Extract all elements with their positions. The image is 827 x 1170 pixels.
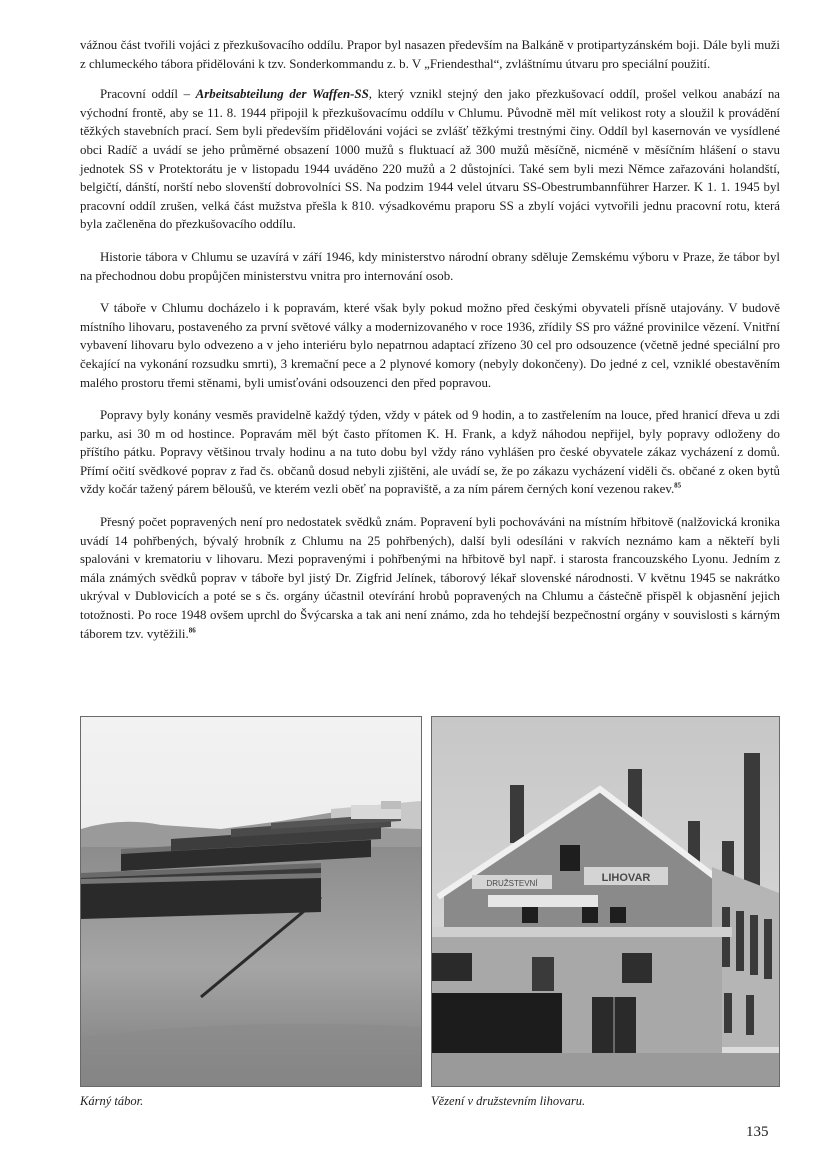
small-window <box>582 907 598 923</box>
camp-photo-caption: Kárný tábor. <box>80 1094 144 1108</box>
paragraph-6 <box>80 513 780 643</box>
camp-photo <box>80 716 422 1087</box>
paragraph-2-lead: Pracovní oddíl – <box>100 87 196 102</box>
footnote-ref-85[interactable]: 85 <box>674 482 682 491</box>
camp-photo-image <box>81 717 421 1086</box>
foreground <box>81 1024 421 1086</box>
footnote-ref-86[interactable]: 86 <box>188 626 196 635</box>
window <box>532 957 554 991</box>
page-number: 135 <box>746 1124 769 1140</box>
distillery-photo <box>431 716 780 1087</box>
paragraph-2 <box>80 85 780 234</box>
eave <box>432 927 732 937</box>
distillery-photo-caption: Vězení v družstevním lihovaru. <box>431 1094 586 1108</box>
paragraph-5 <box>80 406 780 499</box>
sign-right-text: LIHOVAR <box>601 872 651 884</box>
sign-left-text: DRUŽSTEVNÍ <box>486 879 538 888</box>
window <box>622 953 652 983</box>
arbeitsabteilung-term: Arbeitsabteilung der Waffen-SS <box>195 87 369 102</box>
distillery-photo-image <box>432 717 779 1086</box>
paragraph-1: vážnou část tvořili vojáci z přezkušovacího oddílu. Prapor byl nasazen především na Balkáně v protipartyzánském boji. Dále byli muži z chlumeckého tábora přidělováni k tzv. Sonderkommandu z. b. V „Friendesthal“, zvláštnímu útvaru pro speciální použití. <box>80 38 780 71</box>
paragraph-5-text: Popravy byly konány vesměs pravidelně každý týden, vždy v pátek od 9 hodin, a to zastřelením na louce, před hranicí dřeva u zdi parku, asi 30 m od hostince. Popravám měl být často přítomen K. H. Frank, a když náhodou nepřijel, byly popravy odloženy do příštího pátku. Popravy většinou trvaly hodinu a na tuto dobu byl vždy ráno vyhlášen pro české obyvatele zákaz vycházení z domů. Přímí očití svědkové poprav z řad čs. občanů dosud nebyli zjištěni, ale uvádí se, že po zákazu vycházení viděli čs. občané z oken bytů vždy kočár tažený párem běloušů, ve kterém vezli oběť na popraviště, a za ním párem černých koní vezenou rakev. <box>80 408 780 497</box>
gable-window <box>560 845 580 871</box>
paragraph-2-rest: , který vznikl stejný den jako přezkušovací oddíl, prošel velkou anabází na východní frontě, aby se 11. 8. 1944 připojil k přezkušovacímu oddílu v Chlumu. Původně měl mít velikost roty a sloužil k provádění těžkých stavebních prací. Sem byli především přidělováni vojáci se zvlášť těžkými trestnými činy. Oddíl byl kasernován ve vysídlené obci Radíč a uvádí se jeho průměrné obsazení 1000 mužů s fluktuací až 300 mužů měsíčně, nicméně v měsíčním hlášení o stavu jednotek SS v Protektorátu je v listopadu 1944 uváděno 220 mužů a 2 důstojníci. Také sem byli mezi Němce zařazováni holandští, belgičtí, dánští, norští nebo slovenští dobrovolníci SS. Na podzim 1944 velel útvaru SS-Obestrumbannführer Harzer. K 1. 1. 1945 byl pracovní oddíl zrušen, velká část mužstva přešla k 810. výsadkovému praporu SS a zbylí vojáci vytvořili jednu pracovní rotu, která byla začleněna do přezkušovacího oddílu. <box>80 87 780 232</box>
ground <box>432 1053 779 1086</box>
mid-band <box>488 895 598 907</box>
fence-gate <box>432 993 562 1053</box>
paragraph-6-text: Přesný počet popravených není pro nedostatek svědků znám. Popravení byli pochováváni na místním hřbitově (nalžovická kronika uvádí 14 pohřbených, bývalý hrobník z Chlumu na 25 pohřbených), další byli odesíláni v rakvích neznámo kam a někteří byli spalováni v krematoriu v lihovaru. Mezi popravenými i pohřbenými na hřbitově byl např. i starosta francouzského Lyonu. Jedním z mála známých svědků poprav v táboře byl jistý Dr. Zigfrid Jelínek, táborový lékař slovenské národnosti. V květnu 1945 se nakrátko ukrýval v Dublovicích a poté se s čs. orgány účastnil otevírání hrobů popravených na Chlumu a částečně přispěl k objasnění jejich totožnosti. Po roce 1948 ovšem uprchl do Švýcarska a tak ani není známo, zda ho tehdejší bezpečnostní orgány v souvislosti s kárným táborem tzv. vytěžili. <box>80 515 780 641</box>
small-window <box>610 907 626 923</box>
paragraph-4: V táboře v Chlumu docházelo i k popravám, které však byly pokud možno před českými obyvateli přísně utajovány. V budově místního lihovaru, postaveného za první světové války a modernizovaného v roce 1936, zřídily SS pro vážné provinilce vězení. Vnitřní vybavení lihovaru bylo odvezeno a v jeho interiéru bylo nepatrnou adaptací zřízeno 30 cel pro odsouzence (včetně jedné speciální pro čekající na vykonání rozsudku smrti), 3 kremační pece a 2 plynové komory (nebyly dokončeny). Do jedné z cel, vzniklé obestavěním malého prostoru třemi stěnami, byli umisťováni odsouzenci den před popravou. <box>80 301 780 390</box>
body-text <box>80 36 780 655</box>
small-window <box>522 907 538 923</box>
dark-opening <box>432 953 472 981</box>
paragraph-3: Historie tábora v Chlumu se uzavírá v září 1946, kdy ministerstvo národní obrany sděluje Zemskému výboru v Praze, že tábor byl na přechodnou dobu propůjčen ministerstvu vnitra pro internování osob. <box>80 249 780 283</box>
